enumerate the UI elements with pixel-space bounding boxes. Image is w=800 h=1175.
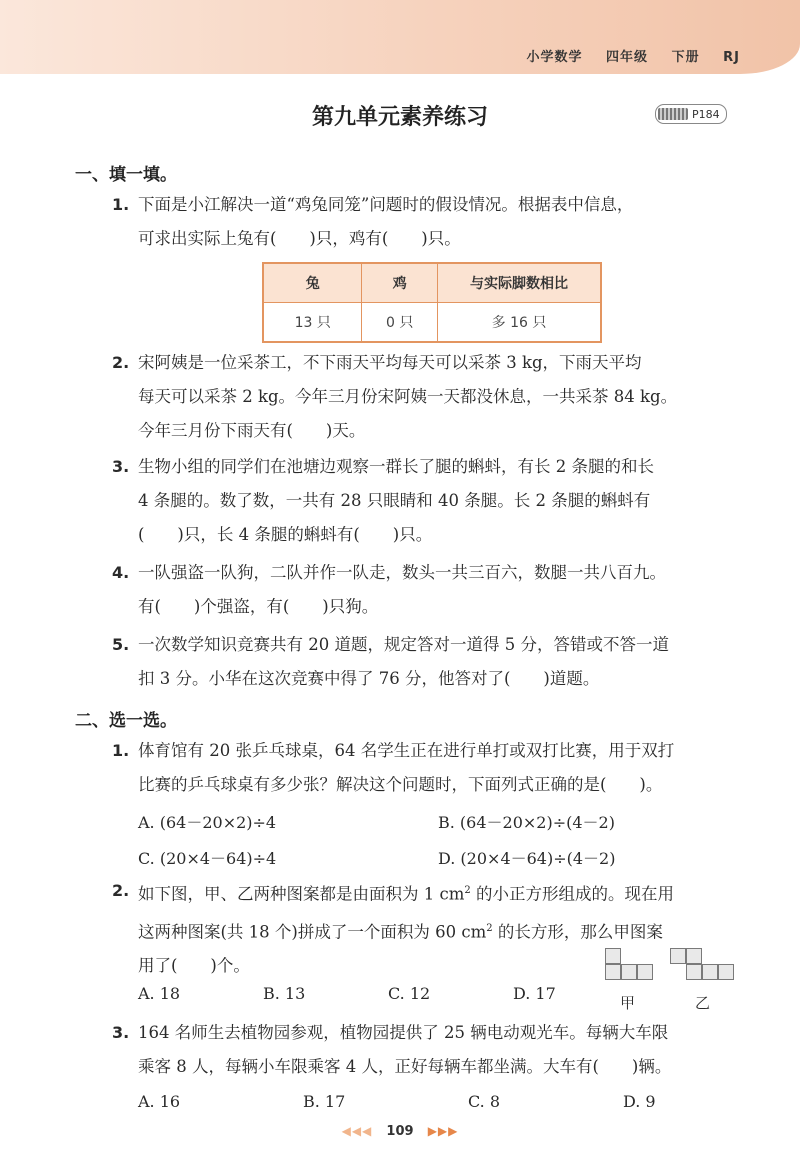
table-header: 鸡 (362, 263, 438, 303)
question-line: 下面是小江解决一道“鸡兔同笼”问题时的假设情况。根据表中信息， (138, 195, 634, 214)
option-b[interactable]: B. 17 (303, 1092, 346, 1111)
question-line (112, 874, 732, 912)
question-number: 1. (112, 741, 130, 760)
shape-yi-label: 乙 (695, 994, 711, 1012)
grade-label: 四年级 (606, 50, 649, 65)
line-text: 的小正方形组成的。现在用 (470, 884, 674, 904)
question-2-3 (112, 1016, 732, 1084)
shape-jia-label: 甲 (620, 994, 636, 1012)
option-d[interactable]: D. 17 (513, 984, 556, 1003)
question-number: 1. (112, 195, 130, 214)
question-line: 可求出实际上兔有( )只，鸡有( )只。 (138, 229, 461, 248)
square-cell (686, 948, 702, 964)
superscript: 2 (464, 885, 471, 896)
question-line: 一次数学知识竞赛共有 20 道题，规定答对一道得 5 分，答错或不答一道 (138, 635, 669, 654)
line-text: 的长方形，那么甲图案 (492, 922, 663, 941)
option-a[interactable]: A. 18 (138, 984, 181, 1003)
left-arrows-icon: ◀◀◀ (341, 1124, 373, 1138)
page-number: 109 (386, 1124, 414, 1139)
option-c[interactable]: C. 8 (468, 1092, 501, 1111)
table-row (263, 303, 601, 343)
question-line: 宋阿姨是一位采茶工，不下雨天平均每天可以采茶 3 kg，下雨天平均 (138, 353, 642, 372)
square-cell (702, 964, 718, 980)
assumption-table (262, 262, 602, 343)
options-2-1-row1 (138, 810, 738, 833)
question-line (112, 912, 732, 950)
options-2-1-row2 (138, 846, 738, 869)
table-cell: 多 16 只 (438, 303, 602, 343)
square-cell (621, 964, 637, 980)
volume-label: 下册 (671, 50, 700, 65)
question-number: 3. (112, 457, 130, 476)
question-1-4 (112, 556, 732, 624)
table-cell: 0 只 (362, 303, 438, 343)
question-line: ( )只，长 4 条腿的蝌蚪有( )只。 (138, 525, 433, 544)
option-a[interactable]: A. (64－20×2)÷4 (138, 813, 277, 832)
question-number: 2. (112, 353, 130, 372)
question-line: 4 条腿的。数了数，一共有 28 只眼睛和 40 条腿。长 2 条腿的蝌蚪有 (138, 491, 651, 510)
square-cell (686, 964, 702, 980)
edition-label: RJ (723, 50, 740, 65)
question-line: 164 名师生去植物园参观，植物园提供了 25 辆电动观光车。每辆大车限 (138, 1023, 669, 1042)
section-fill-title: 一、填一填。 (75, 165, 177, 185)
question-line: 生物小组的同学们在池塘边观察一群长了腿的蝌蚪，有长 2 条腿的和长 (138, 457, 654, 476)
shape-yi (670, 948, 740, 988)
square-cell (718, 964, 734, 980)
page-reference-text: P184 (692, 107, 720, 121)
question-number: 4. (112, 563, 130, 582)
question-line: 每天可以采茶 2 kg。今年三月份宋阿姨一天都没休息，一共采茶 84 kg。 (138, 387, 678, 406)
question-line: 一队强盗一队狗，二队并作一队走，数头一共三百六，数腿一共八百九。 (138, 563, 666, 582)
question-line: 用了( )个。 (138, 956, 250, 975)
barcode-icon (658, 108, 688, 120)
page-footer (0, 1124, 800, 1139)
square-cell (670, 948, 686, 964)
option-d[interactable]: D. 9 (623, 1092, 656, 1111)
question-line: 乘客 8 人，每辆小车限乘客 4 人，正好每辆车都坐满。大车有( )辆。 (138, 1057, 672, 1076)
question-line: 有( )个强盗，有( )只狗。 (138, 597, 379, 616)
question-line: 扣 3 分。小华在这次竞赛中得了 76 分，他答对了( )道题。 (138, 669, 600, 688)
square-cell (637, 964, 653, 980)
question-line: 比赛的乒乓球桌有多少张？解决这个问题时，下面列式正确的是( )。 (138, 775, 663, 794)
line-text: 如下图，甲、乙两种图案都是由面积为 1 cm (138, 884, 465, 904)
option-b[interactable]: B. (64－20×2)÷(4－2) (438, 813, 615, 832)
shape-jia (605, 948, 655, 988)
table-cell: 13 只 (263, 303, 362, 343)
header-meta (509, 46, 741, 65)
question-line: 今年三月份下雨天有( )天。 (138, 421, 366, 440)
option-a[interactable]: A. 16 (138, 1092, 181, 1111)
option-d[interactable]: D. (20×4－64)÷(4－2) (438, 849, 616, 868)
question-2-1 (112, 734, 732, 802)
option-c[interactable]: C. (20×4－64)÷4 (138, 849, 277, 868)
question-1-3 (112, 450, 732, 552)
option-b[interactable]: B. 13 (263, 984, 306, 1003)
superscript: 2 (486, 922, 493, 934)
page-title: 第九单元素养练习 (311, 105, 488, 130)
right-arrows-icon: ▶▶▶ (427, 1124, 459, 1138)
table-header: 与实际脚数相比 (438, 263, 602, 303)
subject-label: 小学数学 (526, 50, 583, 65)
section-choice-title: 二、选一选。 (75, 711, 177, 731)
question-1-1 (112, 188, 732, 256)
question-number: 2. (112, 881, 130, 900)
options-2-3 (138, 1092, 738, 1111)
option-c[interactable]: C. 12 (388, 984, 431, 1003)
line-text: 这两种图案(共 18 个)拼成了一个面积为 60 cm (138, 922, 487, 941)
question-number: 5. (112, 635, 130, 654)
question-number: 3. (112, 1023, 130, 1042)
question-1-5 (112, 628, 732, 696)
question-line: 体育馆有 20 张乒乓球桌，64 名学生正在进行单打或双打比赛，用于双打 (138, 741, 675, 760)
page-reference-badge (655, 104, 727, 124)
table-header: 兔 (263, 263, 362, 303)
question-1-2 (112, 346, 732, 448)
square-cell (605, 948, 621, 964)
table-header-row (263, 263, 601, 303)
square-cell (605, 964, 621, 980)
